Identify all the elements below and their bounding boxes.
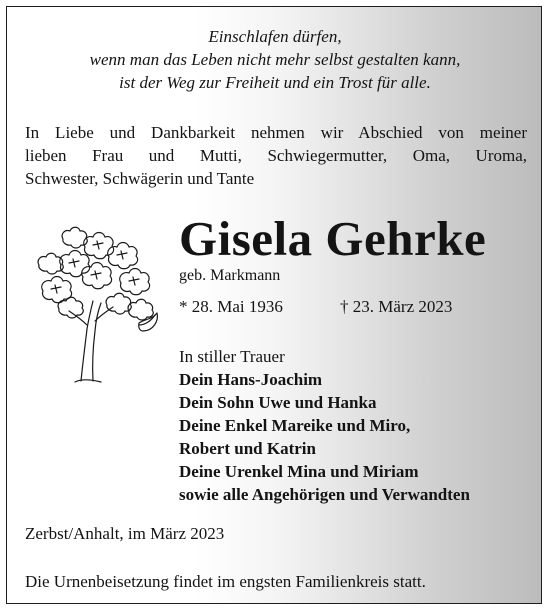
obituary-frame <box>6 6 542 604</box>
mourner-line: Dein Hans-Joachim <box>179 370 323 389</box>
life-dates <box>179 296 453 318</box>
poem-line: wenn man das Leben nicht mehr selbst gestalten kann, <box>89 50 461 69</box>
birth-date: * 28. Mai 1936 <box>179 297 283 316</box>
mourners-heading: In stiller Trauer <box>179 347 285 366</box>
mourner-line: Robert und Katrin <box>179 439 316 458</box>
tree-icon <box>21 221 161 386</box>
poem-line: ist der Weg zur Freiheit und ein Trost für alle. <box>119 73 431 92</box>
intro-line: lieben Frau und Mutti, Schwiegermutter, Oma, Uroma, <box>25 146 527 165</box>
mourner-line: Dein Sohn Uwe und Hanka <box>179 393 377 412</box>
deceased-name: Gisela Gehrke <box>179 211 487 266</box>
mourner-line: Deine Urenkel Mina und Miriam <box>179 462 419 481</box>
birth-name: geb. Markmann <box>179 267 281 284</box>
mourner-line: sowie alle Angehörigen und Verwandten <box>179 485 470 504</box>
poem <box>7 25 543 94</box>
funeral-note: Die Urnenbeisetzung findet im engsten Familienkreis statt. <box>25 572 426 591</box>
place-date: Zerbst/Anhalt, im März 2023 <box>25 524 225 543</box>
mourner-line: Deine Enkel Mareike und Miro, <box>179 416 411 435</box>
intro-line: Schwester, Schwägerin und Tante <box>25 169 255 188</box>
intro-text <box>25 121 527 190</box>
intro-line: In Liebe und Dankbarkeit nehmen wir Abschied von meiner <box>25 123 527 142</box>
mourners-list <box>179 345 470 506</box>
death-date: † 23. März 2023 <box>340 297 453 316</box>
poem-line: Einschlafen dürfen, <box>208 27 342 46</box>
